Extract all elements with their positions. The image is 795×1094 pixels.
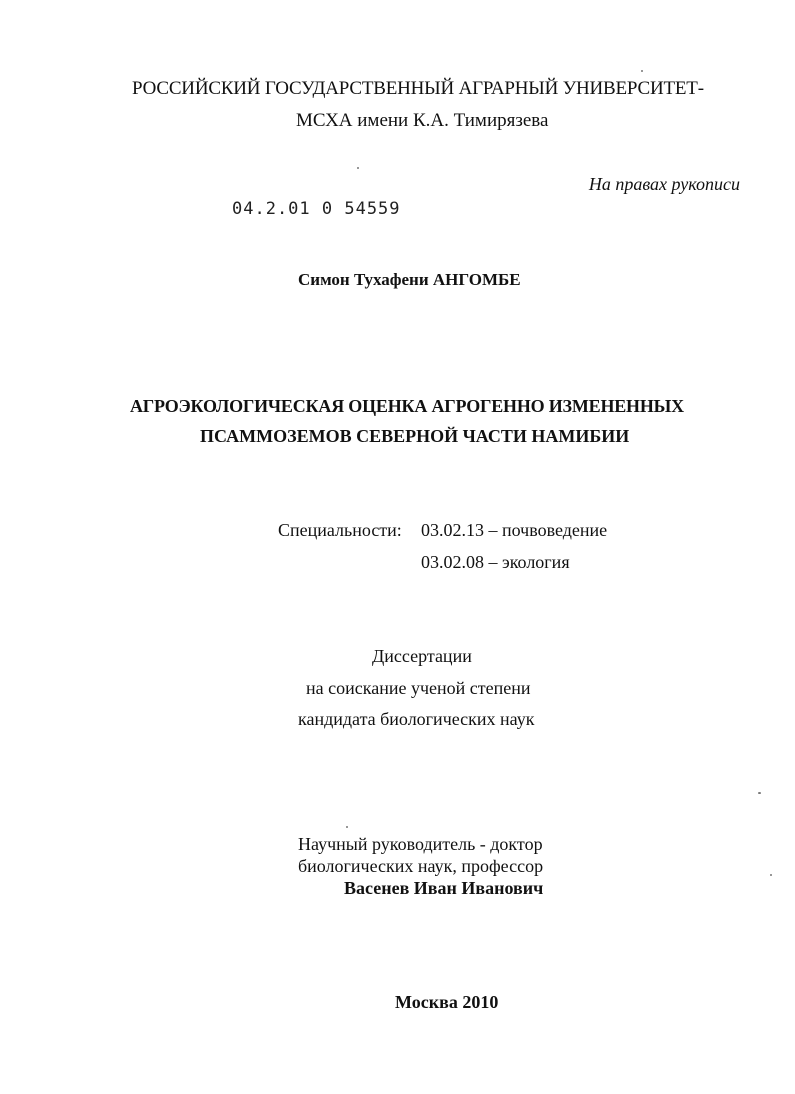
scan-speck (641, 70, 643, 72)
scan-speck (758, 792, 761, 794)
university-name-line2: МСХА имени К.А. Тимирязева (296, 110, 549, 131)
specialties-label: Специальности: (278, 520, 402, 540)
accession-number-stamp: 04.2.01 0 54559 (232, 199, 401, 219)
specialty-item: 03.02.08 – экология (421, 552, 570, 572)
supervisor-name: Васенев Иван Иванович (344, 878, 544, 898)
scan-speck (346, 826, 348, 828)
supervisor-title-line1: Научный руководитель - доктор (298, 834, 543, 854)
degree-line1: Диссертации (372, 646, 472, 666)
university-name-line1: РОССИЙСКИЙ ГОСУДАРСТВЕННЫЙ АГРАРНЫЙ УНИВЕРСИТЕТ- (132, 78, 704, 99)
author-name: Симон Тухафени АНГОМБЕ (298, 270, 521, 289)
scan-speck (357, 167, 359, 169)
degree-line2: на соискание ученой степени (306, 678, 531, 698)
scan-speck (770, 874, 772, 876)
manuscript-rights-note: На правах рукописи (588, 174, 740, 194)
supervisor-title-line2: биологических наук, профессор (298, 856, 544, 876)
dissertation-title-line1: АГРОЭКОЛОГИЧЕСКАЯ ОЦЕНКА АГРОГЕННО ИЗМЕНЕННЫХ (130, 396, 684, 416)
city-year: Москва 2010 (395, 992, 499, 1012)
degree-line3: кандидата биологических наук (298, 709, 535, 729)
specialty-item: 03.02.13 – почвоведение (421, 520, 608, 540)
dissertation-title-line2: ПСАММОЗЕМОВ СЕВЕРНОЙ ЧАСТИ НАМИБИИ (200, 426, 630, 446)
